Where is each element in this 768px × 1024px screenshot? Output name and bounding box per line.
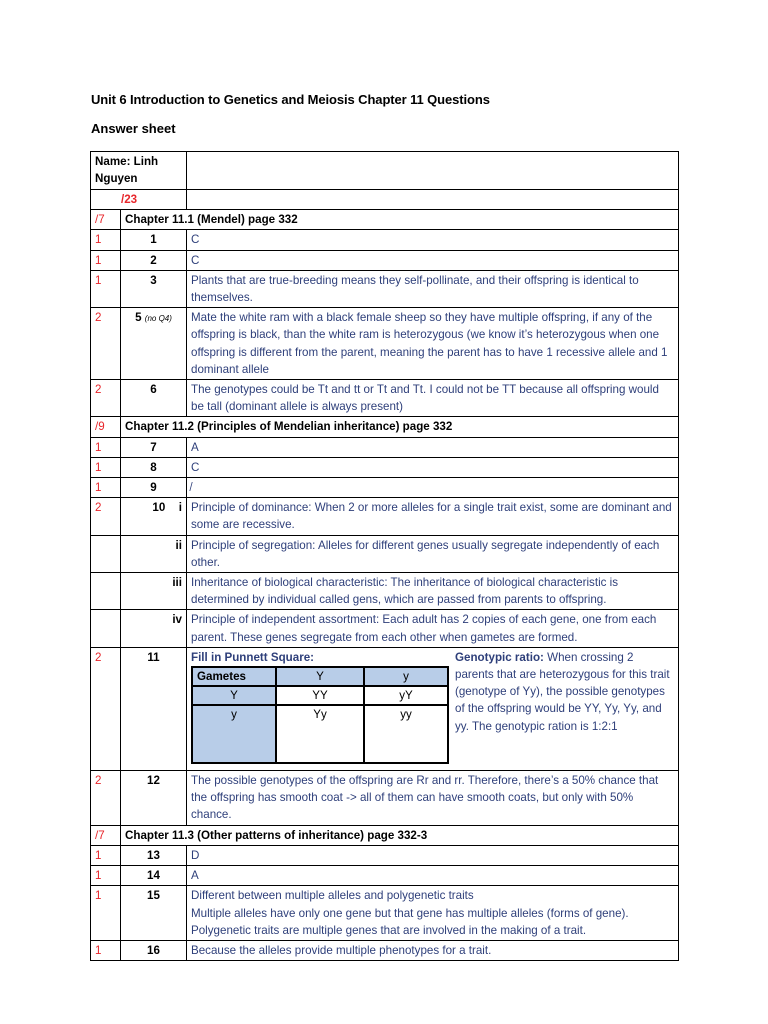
- genotypic-ratio-title: Genotypic ratio:: [455, 650, 544, 664]
- question-note: (no Q4): [144, 314, 172, 324]
- answer-line: Multiple alleles have only one gene but that gene has multiple alleles (forms of gene). Polygenetic traits are multiple genes that are involved in the making of a trait.: [191, 906, 629, 937]
- section-row: [91, 210, 679, 230]
- question-number: 9: [121, 478, 187, 498]
- question-number: 2: [121, 250, 187, 270]
- question-answer: A: [187, 866, 679, 886]
- section-title: Chapter 11.2 (Principles of Mendelian inheritance) page 332: [121, 417, 679, 437]
- question-row: [91, 270, 679, 307]
- question-number: 8: [121, 457, 187, 477]
- question-answer: Because the alleles provide multiple phenotypes for a trait.: [187, 940, 679, 960]
- section-title: Chapter 11.3 (Other patterns of inheritance) page 332-3: [121, 825, 679, 845]
- question-row: [91, 866, 679, 886]
- section-score: /9: [91, 417, 121, 437]
- subpart-label: i: [178, 501, 182, 515]
- question-score: 1: [91, 478, 121, 498]
- question-row: [91, 437, 679, 457]
- genotypic-ratio-text: When crossing 2 parents that are heterozygous for this trait (genotype of Yy), the possible genotypes of the offspring would be YY, Yy, Yy, and yy. The genotypic ration is 1:2:1: [455, 650, 670, 733]
- question-answer: C: [187, 230, 679, 250]
- question-score: 2: [91, 647, 121, 770]
- question-answer: Mate the white ram with a black female sheep so they have multiple offspring, if any of the offspring is black, than the white ram is heterozygous (we know it’s heterozygous when one offspring is different from the parent, meaning the parent has to have 1 recessive allele and 1 dominant allele: [187, 308, 679, 380]
- question-number: 16: [121, 940, 187, 960]
- page-subtitle: Answer sheet: [91, 121, 176, 136]
- question-row: [91, 845, 679, 865]
- question-row: [91, 535, 679, 572]
- question-row: [91, 457, 679, 477]
- question-number: 14: [121, 866, 187, 886]
- question-score: 1: [91, 845, 121, 865]
- answer-table: [90, 151, 679, 961]
- question-score: 1: [91, 250, 121, 270]
- punnett-col-header: y: [364, 667, 448, 686]
- section-row: [91, 825, 679, 845]
- question-row: [91, 940, 679, 960]
- question-score: 1: [91, 270, 121, 307]
- question-number: 12: [121, 771, 187, 826]
- name-blank: [187, 152, 679, 190]
- punnett-cell: yy: [364, 705, 448, 763]
- question-row: [91, 886, 679, 941]
- punnett-label: Fill in Punnett Square:: [191, 650, 315, 664]
- student-name: Name: Linh Nguyen: [91, 152, 187, 190]
- question-number-value: 5: [135, 311, 142, 325]
- question-score: 1: [91, 457, 121, 477]
- question-answer: C: [187, 457, 679, 477]
- punnett-row-header: Y: [192, 686, 276, 705]
- page-title: Unit 6 Introduction to Genetics and Meiosis Chapter 11 Questions: [91, 92, 490, 107]
- question-row: [91, 498, 679, 535]
- punnett-corner: Gametes: [192, 667, 276, 686]
- question-row: [91, 610, 679, 647]
- punnett-col-header: Y: [276, 667, 364, 686]
- question-score: [91, 573, 121, 610]
- punnett-cell: Yy: [276, 705, 364, 763]
- question-number-value: 10: [152, 501, 166, 515]
- question-score: 1: [91, 230, 121, 250]
- question-score: [91, 610, 121, 647]
- question-number: [121, 498, 187, 535]
- question-row: [91, 771, 679, 826]
- punnett-square: [191, 666, 449, 764]
- question-answer: Principle of independent assortment: Each adult has 2 copies of each gene, one from each parent. These genes segregate from each other when gametes are formed.: [187, 610, 679, 647]
- subpart-label: iii: [121, 573, 187, 610]
- name-row: [91, 152, 679, 190]
- section-score: /7: [91, 210, 121, 230]
- question-answer: [187, 886, 679, 941]
- question-score: 1: [91, 940, 121, 960]
- total-blank: [187, 190, 679, 210]
- punnett-cell: yY: [364, 686, 448, 705]
- question-score: [91, 535, 121, 572]
- punnett-cell: YY: [276, 686, 364, 705]
- question-score: 2: [91, 498, 121, 535]
- question-score: 1: [91, 866, 121, 886]
- total-row: [91, 190, 679, 210]
- question-number: [121, 308, 187, 380]
- question-number: 3: [121, 270, 187, 307]
- question-score: 1: [91, 886, 121, 941]
- question-answer: [187, 647, 679, 770]
- question-answer: Plants that are true-breeding means they self-pollinate, and their offspring is identical to themselves.: [187, 270, 679, 307]
- question-number: 15: [121, 886, 187, 941]
- question-number: 11: [121, 647, 187, 770]
- question-answer: C: [187, 250, 679, 270]
- question-number: 7: [121, 437, 187, 457]
- question-row: [91, 250, 679, 270]
- question-score: 1: [91, 437, 121, 457]
- question-answer: A: [187, 437, 679, 457]
- question-row: [91, 380, 679, 417]
- question-row: [91, 573, 679, 610]
- question-answer: Principle of dominance: When 2 or more alleles for a single trait exist, some are dominant and some are recessive.: [187, 498, 679, 535]
- question-row: [91, 478, 679, 498]
- genotypic-ratio: [449, 649, 674, 766]
- section-title: Chapter 11.1 (Mendel) page 332: [121, 210, 679, 230]
- question-number: 6: [121, 380, 187, 417]
- question-row: [91, 308, 679, 380]
- section-score: /7: [91, 825, 121, 845]
- question-answer: Principle of segregation: Alleles for different genes usually segregate independently of each other.: [187, 535, 679, 572]
- question-score: 2: [91, 308, 121, 380]
- question-number: 1: [121, 230, 187, 250]
- punnett-row-header: y: [192, 705, 276, 763]
- subpart-label: ii: [121, 535, 187, 572]
- question-row: [91, 230, 679, 250]
- total-score: /23: [91, 190, 187, 210]
- question-answer: D: [187, 845, 679, 865]
- answer-line: Different between multiple alleles and polygenetic traits: [191, 889, 474, 903]
- question-answer: The possible genotypes of the offspring are Rr and rr. Therefore, there’s a 50% chance that the offspring has smooth coat -> all of them can have smooth coats, but only with 50% chance.: [187, 771, 679, 826]
- question-score: 2: [91, 380, 121, 417]
- question-answer: [187, 478, 679, 498]
- section-row: [91, 417, 679, 437]
- question-answer: Inheritance of biological characteristic: The inheritance of biological characteristic is determined by individual called gens, which are passed from parents to offspring.: [187, 573, 679, 610]
- question-answer: The genotypes could be Tt and tt or Tt and Tt. I could not be TT because all offspring would be tall (dominant allele is always present): [187, 380, 679, 417]
- question-score: 2: [91, 771, 121, 826]
- question-number: 13: [121, 845, 187, 865]
- subpart-label: iv: [121, 610, 187, 647]
- question-row: [91, 647, 679, 770]
